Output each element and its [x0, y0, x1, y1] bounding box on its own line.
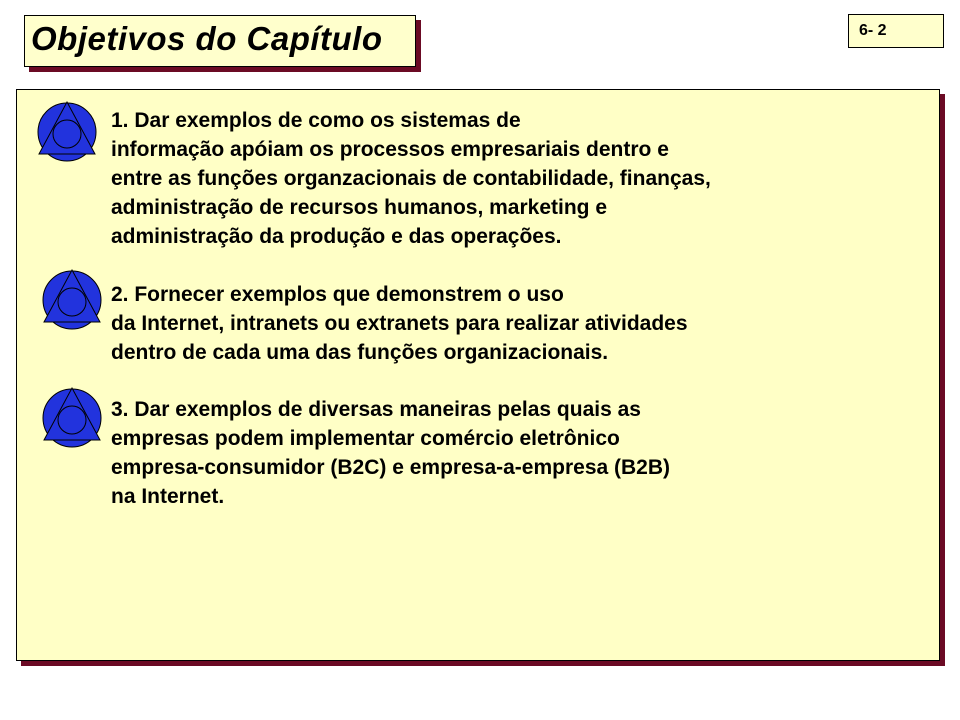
objective-3 [111, 395, 911, 511]
slide-title-box [24, 15, 416, 67]
page-number: 6- 2 [859, 22, 887, 39]
slide-title: Objetivos do Capítulo [31, 20, 383, 57]
objective-3-line-4: na Internet. [111, 485, 225, 508]
objective-2 [111, 280, 911, 367]
objective-3-line-1: 3. Dar exemplos de diversas maneiras pelas quais as [111, 398, 641, 421]
objective-1-line-1: 1. Dar exemplos de como os sistemas de [111, 109, 521, 132]
objective-2-line-1: 2. Fornecer exemplos que demonstrem o uso [111, 283, 564, 306]
objective-3-line-2: empresas podem implementar comércio eletrônico [111, 427, 620, 450]
objective-1-line-2: informação apóiam os processos empresariais dentro e [111, 138, 669, 161]
objective-2-line-2: da Internet, intranets ou extranets para realizar atividades [111, 312, 688, 335]
triangle-circle-icon [35, 100, 99, 164]
triangle-circle-icon [40, 386, 104, 450]
page-number-box [848, 14, 944, 48]
objective-1-line-5: administração da produção e das operações. [111, 225, 562, 248]
triangle-circle-icon [40, 268, 104, 332]
objective-1 [111, 106, 911, 251]
objective-1-line-3: entre as funções organzacionais de contabilidade, finanças, [111, 167, 711, 190]
objective-3-line-3: empresa-consumidor (B2C) e empresa-a-empresa (B2B) [111, 456, 671, 479]
objective-1-line-4: administração de recursos humanos, marketing e [111, 196, 608, 219]
objective-2-line-3: dentro de cada uma das funções organizacionais. [111, 341, 609, 364]
